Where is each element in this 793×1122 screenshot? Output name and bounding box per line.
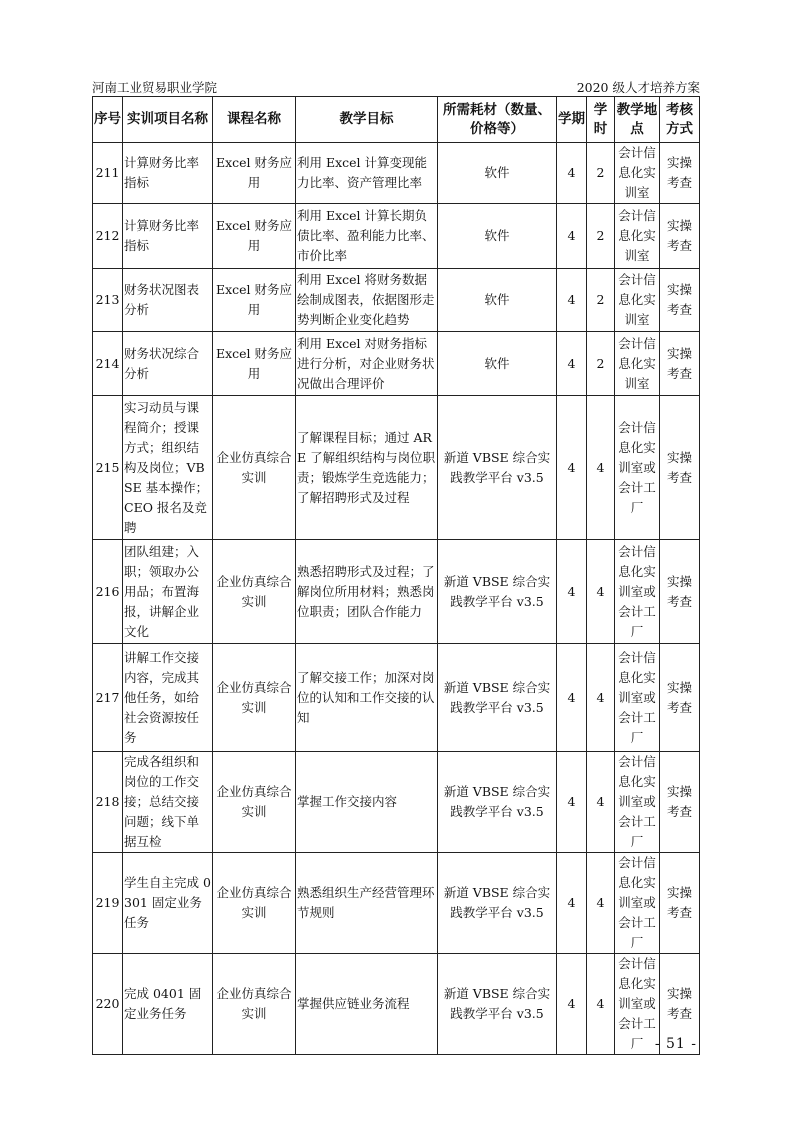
cell-hours: 4	[587, 954, 615, 1055]
cell-course: 企业仿真综合实训	[213, 644, 296, 752]
cell-goal: 掌握工作交接内容	[296, 752, 438, 853]
table-header-row	[93, 97, 700, 143]
cell-course: 企业仿真综合实训	[213, 540, 296, 644]
cell-assess: 实操考查	[660, 204, 700, 269]
col-header-hours: 学时	[587, 97, 615, 143]
cell-place: 会计信息化实训室或会计工厂	[615, 540, 660, 644]
cell-no: 212	[93, 204, 123, 269]
cell-hours: 4	[587, 644, 615, 752]
cell-hours: 2	[587, 204, 615, 269]
cell-goal: 利用 Excel 计算变现能力比率、资产管理比率	[296, 143, 438, 204]
cell-term: 4	[557, 332, 587, 396]
col-header-term: 学期	[557, 97, 587, 143]
cell-project: 学生自主完成 0301 固定业务任务	[123, 853, 213, 954]
col-header-project: 实训项目名称	[123, 97, 213, 143]
cell-place: 会计信息化实训室或会计工厂	[615, 644, 660, 752]
header-plan: 2020 级人才培养方案	[576, 80, 700, 95]
cell-assess: 实操考查	[660, 752, 700, 853]
cell-materials: 新道 VBSE 综合实践教学平台 v3.5	[438, 853, 557, 954]
col-header-place: 教学地点	[615, 97, 660, 143]
col-header-no: 序号	[93, 97, 123, 143]
cell-course: Excel 财务应用	[213, 332, 296, 396]
cell-place: 会计信息化实训室	[615, 332, 660, 396]
cell-place: 会计信息化实训室或会计工厂	[615, 954, 660, 1055]
cell-materials: 软件	[438, 204, 557, 269]
cell-place: 会计信息化实训室或会计工厂	[615, 752, 660, 853]
cell-no: 217	[93, 644, 123, 752]
cell-materials: 新道 VBSE 综合实践教学平台 v3.5	[438, 644, 557, 752]
training-table	[92, 96, 700, 1055]
cell-assess: 实操考查	[660, 644, 700, 752]
cell-course: 企业仿真综合实训	[213, 752, 296, 853]
cell-project: 团队组建；入职；领取办公用品；布置海报，讲解企业文化	[123, 540, 213, 644]
col-header-assess: 考核方式	[660, 97, 700, 143]
cell-course: Excel 财务应用	[213, 204, 296, 269]
cell-assess: 实操考查	[660, 853, 700, 954]
cell-place: 会计信息化实训室	[615, 204, 660, 269]
cell-hours: 4	[587, 396, 615, 540]
cell-materials: 新道 VBSE 综合实践教学平台 v3.5	[438, 752, 557, 853]
cell-term: 4	[557, 269, 587, 332]
cell-project: 完成各组织和岗位的工作交接；总结交接问题；线下单据互检	[123, 752, 213, 853]
cell-goal: 熟悉组织生产经营管理环节规则	[296, 853, 438, 954]
cell-assess: 实操考查	[660, 954, 700, 1055]
cell-hours: 4	[587, 853, 615, 954]
cell-assess: 实操考查	[660, 332, 700, 396]
cell-term: 4	[557, 143, 587, 204]
cell-no: 214	[93, 332, 123, 396]
cell-assess: 实操考查	[660, 540, 700, 644]
cell-place: 会计信息化实训室或会计工厂	[615, 396, 660, 540]
cell-goal: 利用 Excel 对财务指标进行分析，对企业财务状况做出合理评价	[296, 332, 438, 396]
cell-term: 4	[557, 752, 587, 853]
table-row	[93, 540, 700, 644]
cell-no: 213	[93, 269, 123, 332]
table-row	[93, 954, 700, 1055]
table-row	[93, 332, 700, 396]
cell-place: 会计信息化实训室	[615, 143, 660, 204]
col-header-course: 课程名称	[213, 97, 296, 143]
cell-course: Excel 财务应用	[213, 143, 296, 204]
cell-place: 会计信息化实训室或会计工厂	[615, 853, 660, 954]
table-row	[93, 853, 700, 954]
cell-goal: 了解课程目标；通过 ARE 了解组织结构与岗位职责；锻炼学生竞选能力；了解招聘形式及过程	[296, 396, 438, 540]
cell-hours: 4	[587, 540, 615, 644]
cell-hours: 2	[587, 332, 615, 396]
cell-term: 4	[557, 540, 587, 644]
cell-project: 财务状况图表分析	[123, 269, 213, 332]
cell-goal: 掌握供应链业务流程	[296, 954, 438, 1055]
cell-project: 讲解工作交接内容，完成其他任务，如给社会资源按任务	[123, 644, 213, 752]
table-row	[93, 752, 700, 853]
cell-term: 4	[557, 204, 587, 269]
cell-project: 实习动员与课程简介；授课方式；组织结构及岗位；VBSE 基本操作；CEO 报名及竞聘	[123, 396, 213, 540]
cell-project: 完成 0401 固定业务任务	[123, 954, 213, 1055]
cell-no: 220	[93, 954, 123, 1055]
cell-materials: 新道 VBSE 综合实践教学平台 v3.5	[438, 540, 557, 644]
cell-assess: 实操考查	[660, 143, 700, 204]
table-row	[93, 396, 700, 540]
cell-no: 215	[93, 396, 123, 540]
cell-goal: 熟悉招聘形式及过程；了解岗位所用材料；熟悉岗位职责；团队合作能力	[296, 540, 438, 644]
cell-goal: 利用 Excel 将财务数据绘制成图表，依据图形走势判断企业变化趋势	[296, 269, 438, 332]
col-header-goal: 教学目标	[296, 97, 438, 143]
cell-materials: 新道 VBSE 综合实践教学平台 v3.5	[438, 396, 557, 540]
cell-goal: 了解交接工作；加深对岗位的认知和工作交接的认知	[296, 644, 438, 752]
cell-term: 4	[557, 954, 587, 1055]
cell-course: 企业仿真综合实训	[213, 396, 296, 540]
cell-project: 财务状况综合分析	[123, 332, 213, 396]
cell-place: 会计信息化实训室	[615, 269, 660, 332]
cell-term: 4	[557, 644, 587, 752]
table-row	[93, 204, 700, 269]
page-number: - 51 -	[654, 1036, 697, 1052]
cell-project: 计算财务比率指标	[123, 143, 213, 204]
cell-course: 企业仿真综合实训	[213, 853, 296, 954]
table-row	[93, 269, 700, 332]
cell-hours: 4	[587, 752, 615, 853]
cell-assess: 实操考查	[660, 269, 700, 332]
cell-project: 计算财务比率指标	[123, 204, 213, 269]
cell-term: 4	[557, 853, 587, 954]
cell-assess: 实操考查	[660, 396, 700, 540]
cell-no: 218	[93, 752, 123, 853]
cell-materials: 软件	[438, 143, 557, 204]
table-row	[93, 644, 700, 752]
cell-hours: 2	[587, 269, 615, 332]
col-header-materials: 所需耗材（数量、价格等）	[438, 97, 557, 143]
cell-hours: 2	[587, 143, 615, 204]
header-school: 河南工业贸易职业学院	[92, 80, 218, 95]
cell-course: 企业仿真综合实训	[213, 954, 296, 1055]
cell-goal: 利用 Excel 计算长期负债比率、盈利能力比率、市价比率	[296, 204, 438, 269]
table-row	[93, 143, 700, 204]
cell-term: 4	[557, 396, 587, 540]
cell-materials: 软件	[438, 269, 557, 332]
cell-no: 211	[93, 143, 123, 204]
cell-no: 219	[93, 853, 123, 954]
cell-no: 216	[93, 540, 123, 644]
cell-materials: 软件	[438, 332, 557, 396]
cell-course: Excel 财务应用	[213, 269, 296, 332]
cell-materials: 新道 VBSE 综合实践教学平台 v3.5	[438, 954, 557, 1055]
